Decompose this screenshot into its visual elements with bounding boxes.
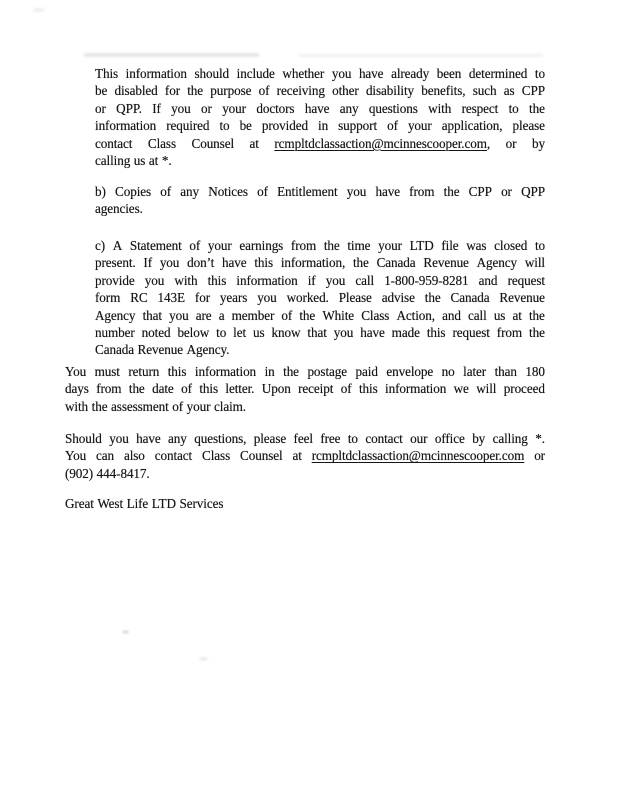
word: of <box>257 184 268 199</box>
word: the <box>352 255 369 271</box>
word: Life <box>126 496 149 511</box>
word: other <box>332 83 359 99</box>
paragraph-notices-of-entitlement <box>95 183 545 218</box>
word: Counsel <box>240 448 283 464</box>
word: Statement <box>129 238 182 253</box>
word: QPP. <box>116 100 142 116</box>
word: or <box>534 448 545 464</box>
word: Agency. <box>186 342 230 358</box>
word: any <box>180 184 200 199</box>
word: If <box>152 100 161 116</box>
word: provide <box>95 272 135 288</box>
word: a <box>218 307 225 323</box>
word: advise <box>381 290 415 306</box>
word: your <box>378 238 402 253</box>
word: you <box>144 272 165 288</box>
word: at <box>512 307 522 323</box>
word: call <box>468 307 487 323</box>
word: and <box>442 307 461 323</box>
word: of <box>281 307 293 323</box>
word: us <box>133 152 146 168</box>
word: the <box>443 184 460 199</box>
word: questions, <box>194 431 247 446</box>
word: information <box>194 364 257 379</box>
word: this <box>199 381 218 397</box>
word: the <box>529 324 545 340</box>
word: you <box>257 290 277 306</box>
word: You <box>65 364 87 379</box>
word: have <box>136 431 161 446</box>
text-line <box>95 307 545 324</box>
word: you <box>171 100 191 116</box>
word: please <box>512 118 545 134</box>
word: rcmpltdclassaction@mcinnescooper.com <box>311 448 525 464</box>
word: by <box>531 135 545 151</box>
word: call <box>355 272 375 288</box>
word: this <box>254 255 273 271</box>
word: contact <box>95 135 133 151</box>
word: to <box>534 66 545 81</box>
word: doctors <box>256 100 295 116</box>
word: contact <box>154 448 193 464</box>
word: of <box>340 381 352 397</box>
word: the <box>299 307 316 323</box>
word: calling <box>95 152 131 168</box>
word: contact <box>365 431 403 446</box>
word: Canada <box>450 290 490 306</box>
word: letter. <box>225 381 255 397</box>
word: form <box>95 290 121 306</box>
word: whether <box>282 66 325 81</box>
word: respect <box>461 100 499 116</box>
text-line <box>95 65 545 82</box>
scan-smudge-top-right <box>298 54 543 57</box>
word: later <box>463 364 487 379</box>
word: c) <box>95 238 106 253</box>
text-line <box>95 183 545 200</box>
word: please <box>253 431 287 446</box>
word: application, <box>441 118 503 134</box>
word: paid <box>355 364 378 379</box>
word: member <box>231 307 275 323</box>
word: this <box>207 272 227 288</box>
word: determined <box>468 66 528 81</box>
text-line <box>65 495 545 512</box>
word: the <box>424 290 441 306</box>
word: request <box>507 272 545 288</box>
word: for <box>194 290 210 306</box>
word: information <box>236 272 298 288</box>
word: *. <box>535 431 545 446</box>
word: West <box>97 496 124 511</box>
text-line <box>65 363 545 380</box>
word: or <box>95 100 106 116</box>
text-line <box>95 117 545 134</box>
word: information <box>125 66 187 81</box>
word: Great <box>65 496 94 511</box>
word: required <box>166 118 210 134</box>
word: disability <box>365 83 415 99</box>
word: from <box>409 184 435 199</box>
word: have <box>375 184 400 199</box>
word: with <box>174 272 198 288</box>
word: below <box>177 324 210 340</box>
word: present. <box>95 255 136 271</box>
word: envelope <box>386 364 434 379</box>
word: of <box>189 238 201 253</box>
word: must <box>94 364 120 379</box>
word: Should <box>65 431 102 446</box>
word: to <box>347 431 358 446</box>
word: CPP <box>521 83 545 99</box>
text-line <box>95 200 545 217</box>
word: for <box>164 83 180 99</box>
word: the <box>529 100 545 116</box>
word: Class <box>147 135 176 151</box>
scan-speck-2 <box>199 657 208 661</box>
word: will <box>476 381 497 397</box>
word: Notices <box>208 184 248 199</box>
word: Canada <box>95 342 134 358</box>
word: file <box>441 238 459 253</box>
word: free <box>320 431 341 446</box>
paragraph-questions-contact <box>65 430 545 482</box>
word: you <box>333 324 354 340</box>
word: years <box>219 290 248 306</box>
word: or <box>201 100 212 116</box>
text-line <box>95 82 545 99</box>
word: was <box>466 238 487 253</box>
word: A <box>112 238 123 253</box>
word: date <box>152 381 174 397</box>
word: we <box>453 381 469 397</box>
word: your <box>407 118 432 134</box>
word: know <box>271 324 301 340</box>
word: of <box>181 381 192 397</box>
word: no <box>441 364 455 379</box>
word: Class <box>202 448 231 464</box>
word: assessment <box>111 398 169 414</box>
word: information, <box>280 255 346 271</box>
word: with <box>65 398 89 414</box>
text-line <box>65 430 545 447</box>
word: and <box>478 272 498 288</box>
word: Copies <box>115 184 152 199</box>
word: you <box>159 255 180 271</box>
word: have <box>304 100 330 116</box>
word: any <box>168 431 187 446</box>
word: by <box>472 431 486 446</box>
word: our <box>410 431 428 446</box>
word: also <box>123 448 145 464</box>
word: request <box>452 324 490 340</box>
text-line <box>65 380 545 397</box>
word: made <box>391 324 420 340</box>
word: to <box>216 324 227 340</box>
text-line <box>95 272 545 289</box>
text-line <box>95 254 545 271</box>
word: in <box>264 364 275 379</box>
text-line <box>65 465 545 482</box>
word: closed <box>494 238 528 253</box>
word: Agency <box>95 307 136 323</box>
word: calling <box>492 431 528 446</box>
word: any <box>339 100 359 116</box>
word: you <box>325 272 346 288</box>
word: of <box>258 83 270 99</box>
word: LTD <box>409 238 434 253</box>
word: You <box>65 448 87 464</box>
word: at <box>148 152 159 168</box>
signature-great-west-life <box>65 495 545 512</box>
word: Revenue <box>499 290 545 306</box>
word: Agency <box>476 255 518 271</box>
word: Canada <box>376 255 416 271</box>
word: of <box>160 184 172 199</box>
word: information <box>385 381 447 397</box>
word: the <box>91 398 108 414</box>
word: to <box>534 238 545 253</box>
word: the <box>283 364 299 379</box>
word: can <box>96 448 115 464</box>
text-line <box>95 152 545 169</box>
text-line <box>95 237 545 254</box>
text-line-with-email <box>65 447 545 464</box>
word: this <box>358 381 378 397</box>
word: should <box>194 66 230 81</box>
word: noted <box>141 324 171 340</box>
word: support <box>338 118 378 134</box>
paragraph-statement-of-earnings <box>95 237 545 359</box>
text-line <box>95 100 545 117</box>
word: worked. <box>286 290 329 306</box>
word: you <box>109 431 129 446</box>
word: to <box>508 100 519 116</box>
text-line <box>95 289 545 306</box>
word: RC <box>130 290 148 306</box>
word: your <box>186 398 211 414</box>
word: LTD <box>151 496 176 511</box>
word: to <box>219 118 230 134</box>
word: this <box>167 364 187 379</box>
word: your <box>222 100 246 116</box>
word: been <box>436 66 462 81</box>
word: provided <box>261 118 308 134</box>
word: claim. <box>214 398 247 414</box>
word: or <box>501 184 512 199</box>
word: Action, <box>396 307 435 323</box>
word: such <box>472 83 497 99</box>
word: information <box>95 118 157 134</box>
word: purpose <box>210 83 252 99</box>
word: feel <box>293 431 313 446</box>
word: will <box>524 255 545 271</box>
word: you <box>346 184 367 199</box>
word: return <box>128 364 160 379</box>
word: Please <box>338 290 372 306</box>
word: time <box>347 238 371 253</box>
word: you <box>169 307 189 323</box>
word: from <box>96 381 122 397</box>
word: Upon <box>261 381 291 397</box>
word: us <box>253 324 265 340</box>
word: receiving <box>276 83 325 99</box>
word: already <box>391 66 430 81</box>
word: have <box>358 66 384 81</box>
word: that <box>142 307 162 323</box>
word: QPP <box>521 184 545 199</box>
word: or <box>505 135 517 151</box>
word: include <box>236 66 275 81</box>
word: be <box>95 83 108 99</box>
word: 1-800-959-8281 <box>384 272 469 288</box>
word: days <box>65 381 89 397</box>
word: at <box>292 448 302 464</box>
word: 444-8417. <box>96 465 150 481</box>
word: receipt <box>298 381 334 397</box>
word: the <box>128 381 145 397</box>
word: Entitlement <box>277 184 338 199</box>
word: don’t <box>187 255 215 271</box>
word: us <box>493 307 506 323</box>
word: *. <box>161 152 172 168</box>
paragraph-disability-info <box>95 65 545 169</box>
word: as <box>503 83 515 99</box>
word: with <box>428 100 452 116</box>
word: this <box>426 324 446 340</box>
word: than <box>494 364 517 379</box>
word: (902) <box>65 465 94 481</box>
word: from <box>290 238 317 253</box>
word: let <box>233 324 247 340</box>
word: CPP <box>468 184 492 199</box>
word: at <box>249 135 259 151</box>
word: agencies. <box>95 201 143 217</box>
scan-speck-corner <box>33 8 45 12</box>
word: 180 <box>525 364 545 379</box>
word: Class <box>361 307 390 323</box>
text-line-with-email <box>95 135 545 152</box>
word: White <box>322 307 355 323</box>
word: the <box>528 307 545 323</box>
paragraph-return-deadline <box>65 363 545 415</box>
scan-speck-1 <box>122 630 129 634</box>
word: Counsel <box>191 135 235 151</box>
word: rcmpltdclassaction@mcinnescooper.com, <box>274 135 491 151</box>
word: This <box>95 66 119 81</box>
word: Revenue <box>137 342 183 358</box>
word: are <box>195 307 212 323</box>
word: disabled <box>114 83 158 99</box>
word: if <box>307 272 316 288</box>
word: from <box>496 324 523 340</box>
word: the <box>323 238 340 253</box>
word: proceed <box>503 381 545 397</box>
word: in <box>318 118 329 134</box>
word: that <box>307 324 327 340</box>
word: of <box>172 398 184 414</box>
word: postage <box>307 364 348 379</box>
word: be <box>239 118 252 134</box>
word: 143E <box>157 290 185 306</box>
word: number <box>95 324 135 340</box>
word: the <box>187 83 204 99</box>
scan-smudge-top-left <box>84 53 259 57</box>
word: your <box>207 238 232 253</box>
word: office <box>434 431 465 446</box>
word: earnings <box>239 238 284 253</box>
word: b) <box>95 184 106 199</box>
word: Revenue <box>423 255 469 271</box>
word: of <box>387 118 398 134</box>
word: If <box>143 255 152 271</box>
word: questions <box>368 100 418 116</box>
word: have <box>360 324 385 340</box>
word: Services <box>179 496 224 511</box>
text-line <box>95 324 545 341</box>
text-line <box>65 398 545 415</box>
word: you <box>331 66 352 81</box>
word: benefits, <box>421 83 466 99</box>
text-line <box>95 341 545 358</box>
word: have <box>222 255 247 271</box>
